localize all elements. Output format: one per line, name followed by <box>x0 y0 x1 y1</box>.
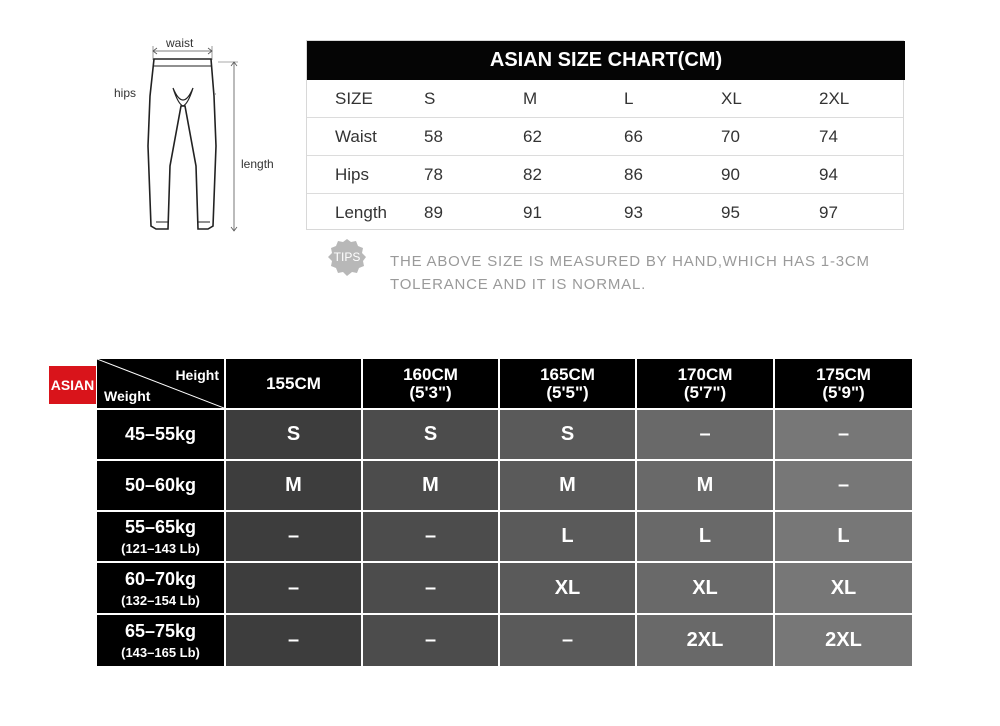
size-cell: M <box>363 461 498 510</box>
corner-height-label: Height <box>175 367 219 383</box>
size-chart-cell: 74 <box>819 127 838 146</box>
size-chart-cell: S <box>424 89 436 108</box>
height-ft: (5'3") <box>409 382 452 402</box>
size-cell: – <box>363 563 498 613</box>
tips-badge <box>326 237 368 279</box>
size-chart-cell: M <box>523 89 538 108</box>
size-cell: XL <box>775 563 912 613</box>
size-chart <box>306 40 904 230</box>
size-chart-row-label: Length <box>335 203 387 222</box>
weight-kg: 50–60kg <box>124 475 197 495</box>
height-ft: (5'9") <box>822 382 865 402</box>
height-cm: 155CM <box>266 373 321 393</box>
size-chart-cell: 94 <box>819 165 838 184</box>
size-chart-cell: 78 <box>424 165 443 184</box>
weight-header <box>97 512 224 561</box>
size-chart-cell: 89 <box>424 203 443 222</box>
size-cell: – <box>363 512 498 561</box>
size-chart-row <box>307 80 903 118</box>
height-ft: (5'7") <box>683 382 727 402</box>
size-chart-cell: 93 <box>624 203 643 222</box>
weight-kg: 65–75kg <box>124 621 197 641</box>
size-cell: XL <box>637 563 773 613</box>
size-chart-cell: 62 <box>523 127 542 146</box>
weight-kg: 60–70kg <box>124 568 197 589</box>
size-cell: – <box>775 461 912 510</box>
height-header <box>363 359 498 408</box>
size-chart-cell: 90 <box>721 165 740 184</box>
weight-kg: 45–55kg <box>124 424 197 444</box>
size-cell: M <box>500 461 635 510</box>
size-cell: – <box>226 615 361 666</box>
height-header <box>637 359 773 408</box>
size-recommendation-table <box>97 359 912 666</box>
size-chart-title: ASIAN SIZE CHART(CM) <box>307 41 905 80</box>
pants-outline-icon <box>110 36 290 236</box>
size-cell: S <box>226 410 361 459</box>
height-ft: (5'5") <box>546 382 589 402</box>
size-cell: S <box>363 410 498 459</box>
size-cell: L <box>500 512 635 561</box>
size-chart-cell: 58 <box>424 127 443 146</box>
size-cell: M <box>637 461 773 510</box>
size-chart-cell: 2XL <box>819 89 850 108</box>
size-chart-cell: 66 <box>624 127 643 146</box>
size-cell: L <box>775 512 912 561</box>
size-chart-row <box>307 118 903 156</box>
hips-label: hips <box>114 86 137 100</box>
weight-header <box>97 410 224 459</box>
weight-lb: (132–154 Lb) <box>121 592 200 608</box>
size-cell: XL <box>500 563 635 613</box>
height-header <box>500 359 635 408</box>
size-chart-row <box>307 194 903 232</box>
size-chart-cell: 82 <box>523 165 542 184</box>
length-label: length <box>241 157 274 171</box>
size-cell: – <box>226 512 361 561</box>
size-cell: 2XL <box>637 615 773 666</box>
height-cm: 165CM <box>540 364 595 384</box>
height-cm: 170CM <box>677 364 733 384</box>
size-cell: – <box>226 563 361 613</box>
weight-header <box>97 615 224 666</box>
weight-kg: 55–65kg <box>124 517 197 537</box>
size-cell: M <box>226 461 361 510</box>
tips-line-1: THE ABOVE SIZE IS MEASURED BY HAND,WHICH HAS 1-3CM <box>390 253 870 270</box>
size-cell: – <box>775 410 912 459</box>
size-chart-cell: 70 <box>721 127 740 146</box>
size-chart-cell: L <box>624 89 634 108</box>
asian-tag: ASIAN <box>49 366 96 404</box>
size-chart-cell: 97 <box>819 203 838 222</box>
size-chart-row-label: Waist <box>335 127 377 146</box>
pants-diagram <box>110 36 290 236</box>
weight-header <box>97 461 224 510</box>
size-chart-cell: 95 <box>721 203 740 222</box>
weight-lb: (143–165 Lb) <box>121 645 200 660</box>
weight-header <box>97 563 224 613</box>
size-chart-cell: 86 <box>624 165 643 184</box>
waist-label: waist <box>166 36 194 50</box>
height-header <box>226 359 361 408</box>
height-header <box>775 359 912 408</box>
size-cell: 2XL <box>775 615 912 666</box>
size-cell: – <box>500 615 635 666</box>
corner-weight-label: Weight <box>104 388 151 404</box>
size-cell: S <box>500 410 635 459</box>
size-chart-row-label: Hips <box>335 165 370 184</box>
size-cell: – <box>363 615 498 666</box>
tips-line-2: TOLERANCE AND IT IS NORMAL. <box>390 276 647 293</box>
size-chart-row-label: SIZE <box>335 89 373 108</box>
tips-badge-label: TIPS <box>333 250 361 264</box>
tips-text <box>390 250 930 296</box>
size-chart-row <box>307 156 903 194</box>
height-cm: 160CM <box>403 364 458 384</box>
size-cell: – <box>637 410 773 459</box>
size-cell: L <box>637 512 773 561</box>
weight-lb: (121–143 Lb) <box>121 541 200 556</box>
height-cm: 175CM <box>816 364 871 384</box>
size-chart-cell: XL <box>721 89 742 108</box>
size-chart-cell: 91 <box>523 203 542 222</box>
corner-header <box>97 359 224 408</box>
